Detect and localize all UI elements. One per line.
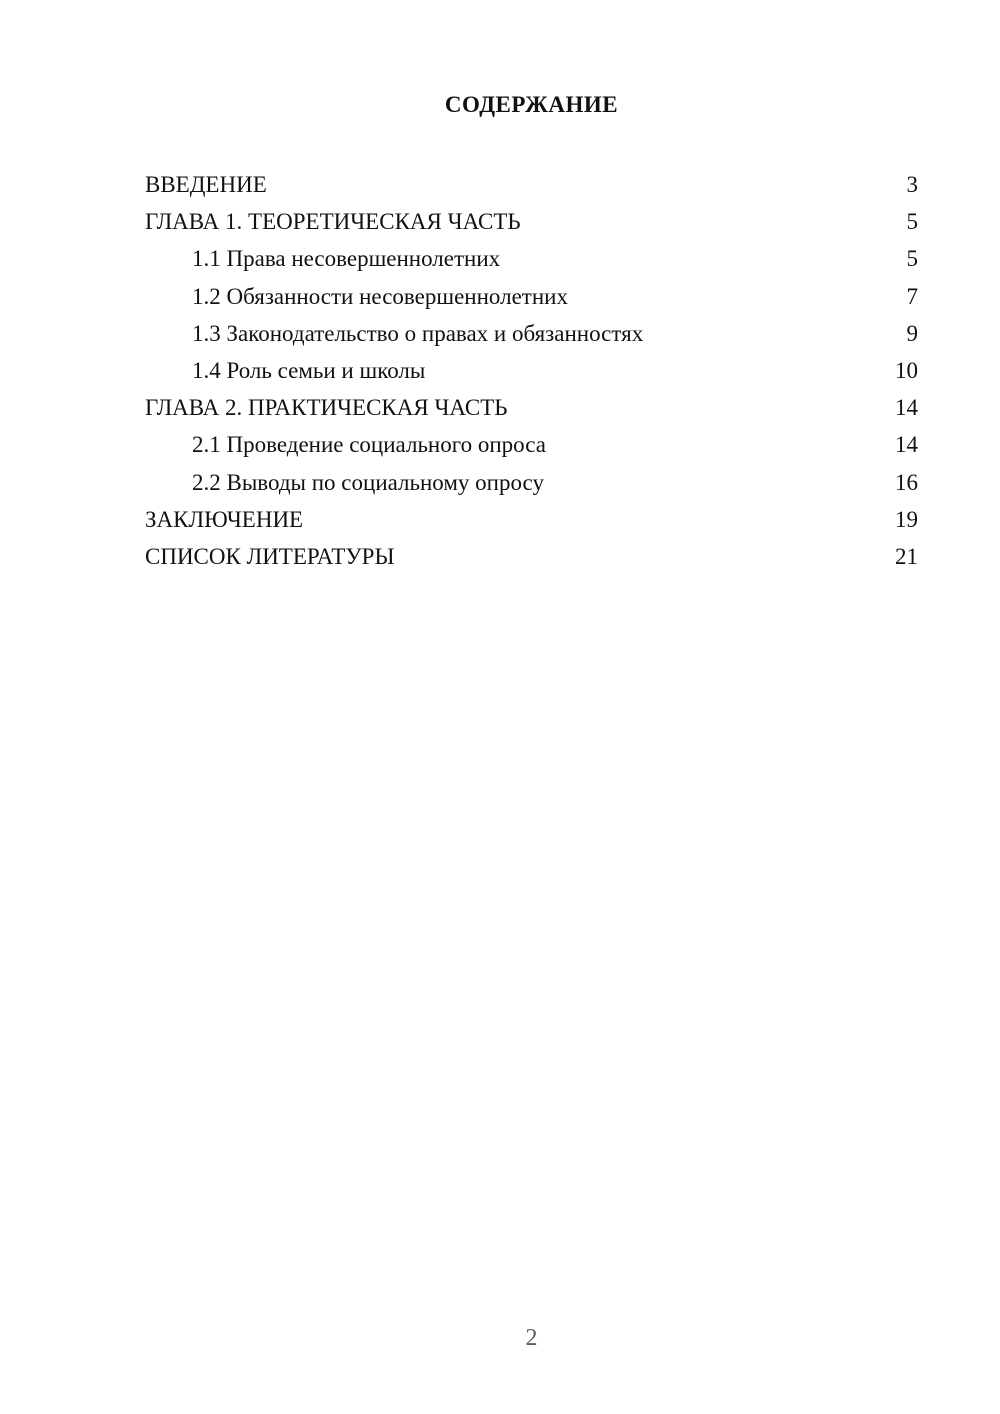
toc-entry-page: 16 xyxy=(895,469,918,495)
toc-entry-page: 5 xyxy=(906,246,918,272)
toc-entry-label: 1.1 Права несовершеннолетних xyxy=(192,246,501,272)
toc-entry-page: 19 xyxy=(895,506,918,532)
toc-entry xyxy=(145,501,918,538)
toc-entry-label: СПИСОК ЛИТЕРАТУРЫ xyxy=(145,544,395,570)
toc-entry-label: ГЛАВА 2. ПРАКТИЧЕСКАЯ ЧАСТЬ xyxy=(145,395,508,421)
toc-entry-page: 7 xyxy=(906,283,918,309)
toc-entry-label: ГЛАВА 1. ТЕОРЕТИЧЕСКАЯ ЧАСТЬ xyxy=(145,209,521,235)
page-number: 2 xyxy=(525,1325,538,1351)
toc-entry-page: 9 xyxy=(906,320,918,346)
toc-entry-label: 1.4 Роль семьи и школы xyxy=(192,358,426,384)
toc-entry-label: 2.1 Проведение социального опроса xyxy=(192,432,546,458)
toc-entry xyxy=(145,389,918,426)
toc-entry xyxy=(145,426,918,463)
toc-entry xyxy=(145,538,918,575)
toc-entry-label: 2.2 Выводы по социальному опросу xyxy=(192,469,544,495)
toc-entry xyxy=(145,278,918,315)
toc-entry-label: 1.3 Законодательство о правах и обязанностях xyxy=(192,320,644,346)
toc-entry-page: 3 xyxy=(906,172,918,197)
toc-entry-label: 1.2 Обязанности несовершеннолетних xyxy=(192,283,568,309)
toc-entry-page: 14 xyxy=(895,395,918,421)
toc-entry-page: 14 xyxy=(895,432,918,458)
table-of-contents xyxy=(145,166,918,575)
toc-entry xyxy=(145,203,918,240)
toc-entry xyxy=(145,352,918,389)
toc-entry xyxy=(145,464,918,501)
toc-entry-label: ЗАКЛЮЧЕНИЕ xyxy=(145,506,304,532)
toc-entry xyxy=(145,240,918,277)
page-title: СОДЕРЖАНИЕ xyxy=(444,92,619,117)
toc-entry xyxy=(145,166,918,203)
toc-entry xyxy=(145,315,918,352)
toc-entry-label: ВВЕДЕНИЕ xyxy=(145,172,267,197)
toc-entry-page: 10 xyxy=(895,358,918,384)
toc-entry-page: 21 xyxy=(895,544,918,570)
page-content xyxy=(145,0,918,575)
toc-entry-page: 5 xyxy=(906,209,918,235)
